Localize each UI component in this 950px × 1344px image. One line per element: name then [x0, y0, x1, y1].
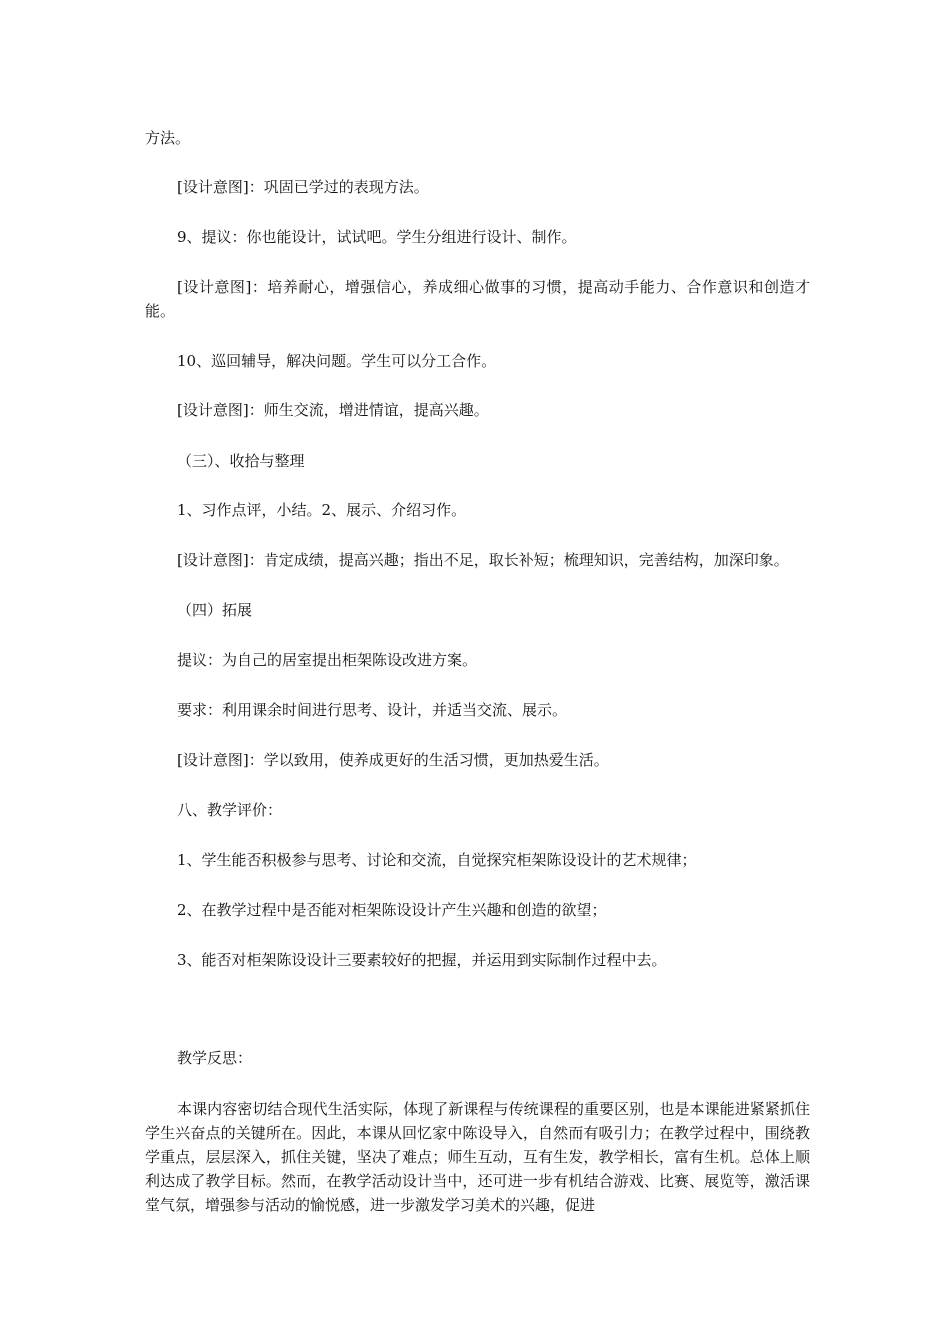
section-heading-3: （三）、收拾与整理	[177, 452, 305, 470]
section-heading-evaluation: 八、教学评价：	[177, 801, 283, 819]
paragraph-review: 1、习作点评，小结。2、展示、介绍习作。	[177, 501, 467, 519]
paragraph-design-intent-2: [设计意图]：培养耐心，增强信心，养成细心做事的习惯，提高动手能力、合作意识和创造才能。	[145, 278, 810, 320]
paragraph-design-intent-3: [设计意图]：师生交流，增进情谊，提高兴趣。	[177, 401, 489, 419]
paragraph-step-10: 10、巡回辅导，解决问题。学生可以分工合作。	[177, 352, 497, 370]
paragraph-step-9: 9、提议：你也能设计，试试吧。学生分组进行设计、制作。	[177, 228, 577, 246]
section-heading-4: （四）拓展	[177, 601, 253, 619]
paragraph-design-intent-1: [设计意图]：巩固已学过的表现方法。	[177, 178, 429, 196]
paragraph-requirement: 要求：利用课余时间进行思考、设计，并适当交流、展示。	[177, 701, 568, 719]
paragraph-suggestion: 提议：为自己的居室提出柜架陈设改进方案。	[177, 651, 478, 669]
section-heading-reflection: 教学反思：	[177, 1049, 253, 1067]
evaluation-item-2: 2、在教学过程中是否能对柜架陈设设计产生兴趣和创造的欲望；	[177, 901, 607, 919]
paragraph-reflection: 本课内容密切结合现代生活实际，体现了新课程与传统课程的重要区别，也是本课能进紧紧抓住学生兴奋点的关键所在。因此，本课从回忆家中陈设导入，自然而有吸引力；在教学过程中，围绕教学重点，层层深入，抓住关键，坚决了难点；师生互动，互有生发，教学相长，富有生机。总体上顺利达成了教学目标。然而，在教学活动设计当中，还可进一步有机结合游戏、比赛、展览等，激活课堂气氛，增强参与活动的愉悦感，进一步激发学习美术的兴趣，促进	[145, 1100, 810, 1214]
paragraph-design-intent-5: [设计意图]：学以致用，使养成更好的生活习惯，更加热爱生活。	[177, 751, 609, 769]
evaluation-item-1: 1、学生能否积极参与思考、讨论和交流，自觉探究柜架陈设设计的艺术规律；	[177, 851, 697, 869]
paragraph-continuation: 方法。	[145, 129, 191, 147]
paragraph-design-intent-4: [设计意图]：肯定成绩，提高兴趣；指出不足，取长补短；梳理知识，完善结构，加深印象。	[177, 551, 789, 569]
evaluation-item-3: 3、能否对柜架陈设设计三要素较好的把握，并运用到实际制作过程中去。	[177, 951, 667, 969]
